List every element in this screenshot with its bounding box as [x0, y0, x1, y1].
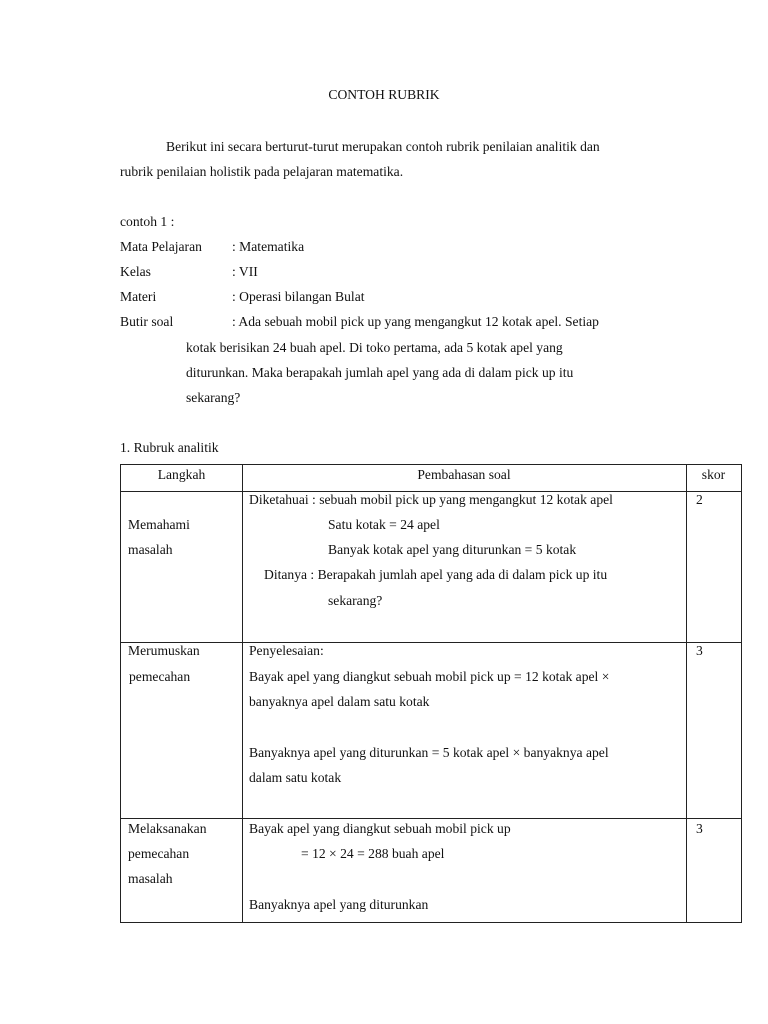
step-label: Memahami: [128, 517, 190, 532]
section-heading: 1. Rubruk analitik: [120, 440, 219, 455]
field-value: : VII: [232, 264, 258, 279]
field-label: Materi: [120, 289, 157, 304]
discussion-line: = 12 × 24 = 288 buah apel: [301, 846, 445, 861]
question-line: sekarang?: [186, 390, 241, 405]
discussion-line: Bayak apel yang diangkut sebuah mobil pick up = 12 kotak apel ×: [249, 669, 610, 684]
table-header: skor: [701, 467, 726, 482]
score-value: 3: [696, 821, 703, 836]
field-value: : Operasi bilangan Bulat: [232, 289, 365, 304]
table-row-divider: [121, 818, 741, 819]
table-header: Pembahasan soal: [417, 467, 511, 482]
intro-line-1: Berikut ini secara berturut-turut merupakan contoh rubrik penilaian analitik dan: [166, 139, 600, 154]
document-title: CONTOH RUBRIK: [328, 87, 440, 102]
table-column-divider: [242, 465, 243, 922]
step-label: Merumuskan: [128, 643, 200, 658]
discussion-line: Satu kotak = 24 apel: [328, 517, 440, 532]
intro-line-2: rubrik penilaian holistik pada pelajaran matematika.: [120, 164, 404, 179]
discussion-line: Banyak kotak apel yang diturunkan = 5 kotak: [328, 542, 577, 557]
score-value: 2: [696, 492, 703, 507]
discussion-line: banyaknya apel dalam satu kotak: [249, 694, 430, 709]
step-label: masalah: [128, 871, 173, 886]
discussion-line: sekarang?: [328, 593, 383, 608]
field-value: : Ada sebuah mobil pick up yang mengangkut 12 kotak apel. Setiap: [232, 314, 599, 329]
question-line: kotak berisikan 24 buah apel. Di toko pertama, ada 5 kotak apel yang: [186, 340, 563, 355]
discussion-line: Bayak apel yang diangkut sebuah mobil pick up: [249, 821, 511, 836]
field-value: : Matematika: [232, 239, 305, 254]
table-header: Langkah: [157, 467, 206, 482]
field-label: Kelas: [120, 264, 151, 279]
discussion-line: Diketahuai : sebuah mobil pick up yang mengangkut 12 kotak apel: [249, 492, 613, 507]
rubric-table: [120, 464, 742, 923]
table-row-divider: [121, 642, 741, 643]
example-label: contoh 1 :: [120, 214, 175, 229]
field-label: Mata Pelajaran: [120, 239, 202, 254]
step-label: pemecahan: [128, 846, 190, 861]
score-value: 3: [696, 643, 703, 658]
discussion-line: Ditanya : Berapakah jumlah apel yang ada di dalam pick up itu: [264, 567, 608, 582]
table-column-divider: [686, 465, 687, 922]
question-line: diturunkan. Maka berapakah jumlah apel yang ada di dalam pick up itu: [186, 365, 574, 380]
step-label: masalah: [128, 542, 173, 557]
step-label: pemecahan: [129, 669, 191, 684]
field-label: Butir soal: [120, 314, 174, 329]
discussion-line: Penyelesaian:: [249, 643, 324, 658]
step-label: Melaksanakan: [128, 821, 207, 836]
discussion-line: dalam satu kotak: [249, 770, 342, 785]
discussion-line: Banyaknya apel yang diturunkan = 5 kotak apel × banyaknya apel: [249, 745, 609, 760]
discussion-line: Banyaknya apel yang diturunkan: [249, 897, 429, 912]
